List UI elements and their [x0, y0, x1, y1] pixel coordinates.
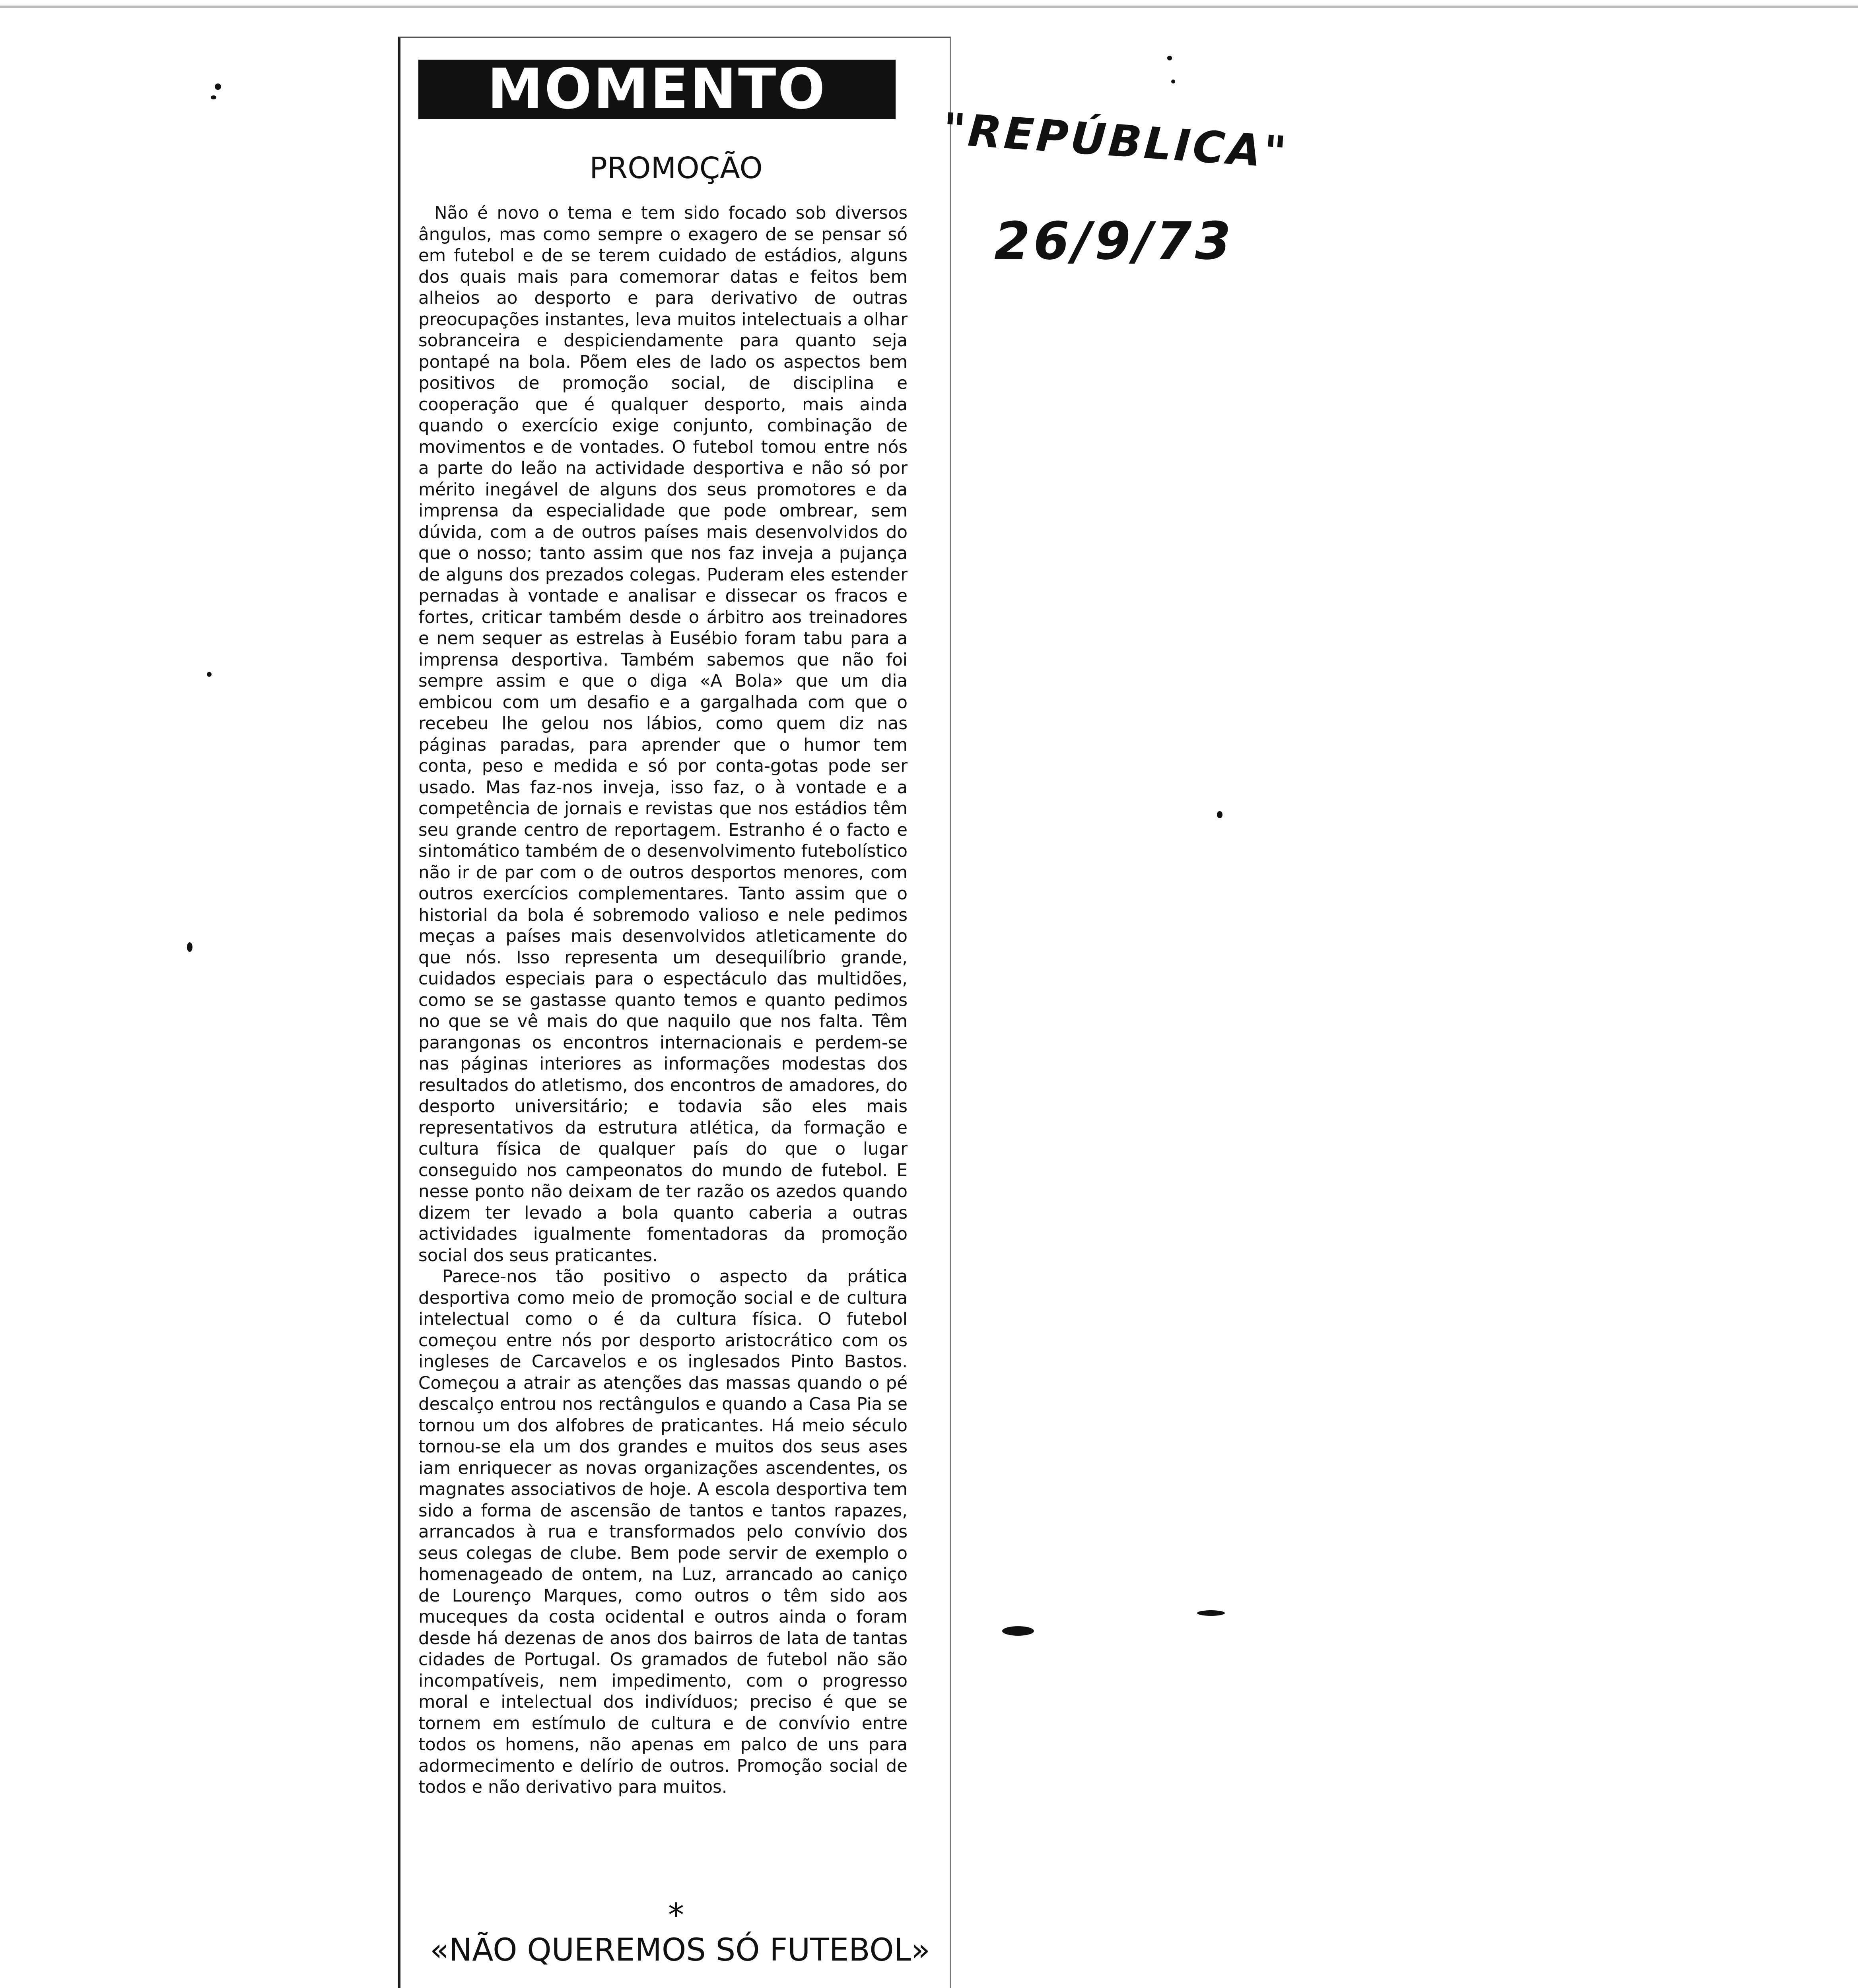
section-separator: * — [668, 1897, 684, 1934]
column-banner: MOMENTO — [418, 60, 896, 119]
scan-speck — [215, 83, 221, 90]
article-title-promocao: PROMOÇÃO — [589, 151, 763, 185]
scan-speck — [1217, 811, 1222, 818]
scan-speck — [1171, 80, 1175, 83]
scan-speck — [187, 942, 192, 952]
article-title-futebol: «NÃO QUEREMOS SÓ FUTEBOL» — [430, 1932, 930, 1968]
handwritten-date-note: 26/9/73 — [994, 211, 1234, 271]
handwritten-source-note: "REPÚBLICA" — [941, 103, 1290, 179]
scan-speck — [1002, 1626, 1034, 1636]
scan-speck — [1197, 1610, 1225, 1616]
scan-speck — [1167, 56, 1172, 60]
article-body-promocao — [418, 203, 908, 1798]
article-paragraph: Não é novo o tema e tem sido focado sob diversos ângulos, mas como sempre o exagero de se pensar só em futebol e de se terem cuidado de estádios, alguns dos quais mais para comemorar datas e feitos bem alheios ao desporto e para derivativo de outras preocupações instantes, leva muitos intelectuais a olhar sobranceira e despiciendamente para quanto seja pontapé na bola. Põem eles de lado os aspectos bem positivos de promoção social, de disciplina e cooperação que é qualquer desporto, mais ainda quando o exercício exige conjunto, combinação de movimentos e de vontades. O futebol tomou entre nós a parte do leão na actividade desportiva e não só por mérito inegável de alguns dos seus promotores e da imprensa da especialidade que pode ombrear, sem dúvida, com a de outros países mais desenvolvidos do que o nosso; tanto assim que nos faz inveja a pujança de alguns dos prezados colegas. Puderam eles estender pernadas à vontade e analisar e dissecar os fracos e fortes, criticar também desde o árbitro aos treinadores e nem sequer as estrelas à Eusébio foram tabu para a imprensa desportiva. Também sabemos que não foi sempre assim e que o diga «A Bola» que um dia embicou com um desafio e a gargalhada com que o recebeu lhe gelou nos lábios, como quem diz nas páginas paradas, para aprender que o humor tem conta, peso e medida e só por conta-gotas pode ser usado. Mas faz-nos inveja, isso faz, o à vontade e a competência de jornais e revistas que nos estádios têm seu grande centro de reportagem. Estranho é o facto e sintomático também de o desenvolvimento futebolístico não ir de par com o de outros desportos menores, com outros exercícios complementares. Tanto assim que o historial da bola é sobremodo valioso e nele pedimos meças a países mais desenvolvidos atleticamente do que nós. Isso representa um desequilíbrio grande, cuidados especiais para o espectáculo das multidões, como se se gastasse quanto temos e quanto pedimos no que se vê mais do que naquilo que nos falta. Têm parangonas os encontros internacionais e perdem-se nas páginas interiores as informações modestas dos resultados do atletismo, dos encontros de amadores, do desporto universitário; e todavia são eles mais representativos da estrutura atlética, da formação e cultura física de qualquer país do que o lugar conseguido nos campeonatos do mundo de futebol. E nesse ponto não deixam de ter razão os azedos quando dizem ter levado a bola quanto caberia a outras actividades igualmente fomentadoras da promoção social dos seus praticantes. — [418, 203, 908, 1266]
scan-top-edge — [0, 6, 1858, 8]
scan-speck — [211, 95, 216, 99]
article-paragraph: Parece-nos tão positivo o aspecto da prática desportiva como meio de promoção social e de cultura intelectual como o é da cultura física. O futebol começou entre nós por desporto aristocrático com os ingleses de Carcavelos e os inglesados Pinto Bastos. Começou a atrair as atenções das massas quando o pé descalço entrou nos rectângulos e quando a Casa Pia se tornou um dos alfobres de praticantes. Há meio século tornou-se ela um dos grandes e muitos dos seus ases iam enriquecer as novas organizações ascendentes, os magnates associativos de hoje. A escola desportiva tem sido a forma de ascensão de tantos e tantos rapazes, arrancados à rua e transformados pelo convívio dos seus colegas de clube. Bem pode servir de exemplo o homenageado de ontem, na Luz, arrancado ao caniço de Lourenço Marques, como outros o têm sido aos muceques da costa ocidental e outros ainda o foram desde há dezenas de anos dos bairros de lata de tantas cidades de Portugal. Os gramados de futebol não são incompatíveis, nem impedimento, com o progresso moral e intelectual dos indivíduos; preciso é que se tornem em estímulo de cultura e de convívio entre todos os homens, não apenas em palco de uns para adormecimento e delírio de outros. Promoção social de todos e não derivativo para muitos. — [418, 1267, 908, 1797]
scan-speck — [207, 672, 212, 677]
